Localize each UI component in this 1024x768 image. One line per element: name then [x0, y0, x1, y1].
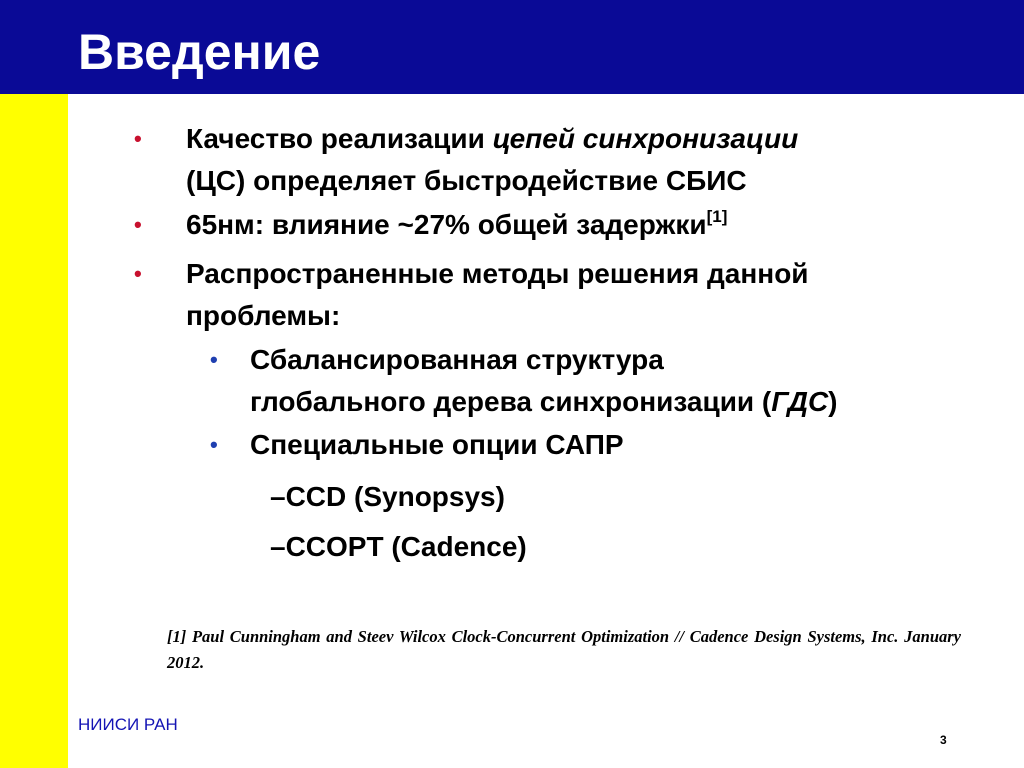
sub-bullet-text: ) [828, 386, 838, 417]
sub-bullet-text-italic: ГДС [771, 386, 829, 417]
bullet-text-italic: цепей синхронизации [492, 123, 799, 154]
slide-title: Введение [78, 24, 321, 80]
page-number: 3 [940, 733, 947, 747]
side-accent-stripe [0, 94, 68, 768]
sub-bullet-marker: • [210, 347, 218, 372]
sub-bullet-marker: • [210, 432, 218, 457]
bullet-text: (ЦС) определяет быстродействие СБИС [186, 165, 747, 196]
dash-item-ccopt [270, 526, 527, 568]
dash-item-text: –CCOPT (Cadence) [270, 531, 527, 562]
bullet-item-sync-quality [186, 118, 798, 202]
dash-item-ccd [270, 476, 505, 518]
bullet-text: 65нм: влияние ~27% общей задержки [186, 209, 707, 240]
bullet-marker: • [134, 212, 142, 237]
footnote-citation: [1] Paul Cunningham and Steev Wilcox Clock-Concurrent Optimization // Cadence Design Systems, Inc. January 2012. [167, 627, 961, 672]
bullet-item-common-methods [186, 253, 809, 337]
bullet-marker: • [134, 261, 142, 286]
bullet-text: Распространенные методы решения данной [186, 258, 809, 289]
sub-bullet-text: глобального дерева синхронизации ( [250, 386, 772, 417]
bullet-text: Качество реализации [186, 123, 493, 154]
bullet-marker: • [134, 126, 142, 151]
sub-bullet-text: Специальные опции САПР [250, 429, 624, 460]
bullet-item-delay-impact [186, 204, 727, 246]
citation-reference: [1] [706, 207, 728, 226]
organization-label: НИИСИ РАН [78, 715, 178, 734]
sub-bullet-item-balanced-tree [250, 339, 838, 423]
bullet-text: проблемы: [186, 300, 341, 331]
dash-item-text: –CCD (Synopsys) [270, 481, 505, 512]
sub-bullet-item-cad-options [250, 424, 624, 466]
sub-bullet-text: Сбалансированная структура [250, 344, 664, 375]
